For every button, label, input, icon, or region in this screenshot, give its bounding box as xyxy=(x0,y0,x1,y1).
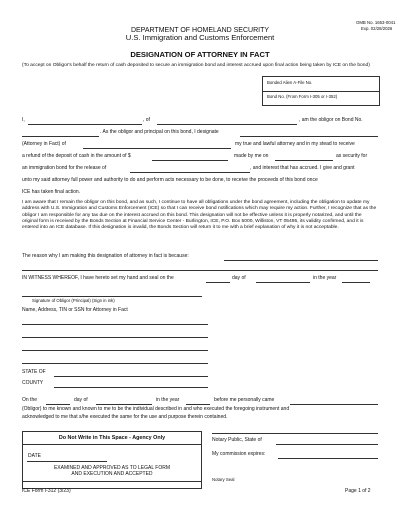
before-me-label: before me personally came xyxy=(214,397,275,403)
attorney-address-field[interactable] xyxy=(83,148,231,149)
notary-seal-label: Notary Seal xyxy=(212,477,235,482)
notary-year-label: in the year xyxy=(156,397,180,403)
witness-day-field[interactable] xyxy=(206,282,230,283)
on-the-label: On the xyxy=(22,397,38,403)
obligor-name-field[interactable] xyxy=(28,124,142,125)
examined-line-1: EXAMINED AND APPROVED AS TO LEGAL FORM xyxy=(53,465,171,471)
page-number: Page 1 of 2 xyxy=(345,488,371,494)
reason-label: The reason why I am making this designation of attorney in fact is because: xyxy=(22,253,189,259)
intro-text: (To accept on Obligor's behalf the return of cash deposited to secure an immigration bond and interest accrued upon final action being taken by ICE on the bond) xyxy=(22,63,370,68)
form-title: DESIGNATION OF ATTORNEY IN FACT xyxy=(130,50,270,59)
refund-label: a refund of the deposit of cash in the amount of $ xyxy=(22,153,131,159)
witness-year-field[interactable] xyxy=(342,282,370,283)
omb-number: OMB No. 1653-0041 xyxy=(356,20,396,25)
notary-year-field[interactable] xyxy=(186,404,210,405)
alien-file-label: Bonded Alien A-File No. xyxy=(267,80,313,85)
true-lawful-label: my true and lawful attorney and in my stead to receive xyxy=(235,141,355,147)
ids-box xyxy=(262,76,380,106)
made-by-me-label: made by me on xyxy=(234,153,269,159)
notary-month-field[interactable] xyxy=(96,404,152,405)
ids-box-divider xyxy=(263,91,379,92)
attorney-info-line-3[interactable] xyxy=(22,350,208,351)
obligor-address-field[interactable] xyxy=(157,124,297,125)
notary-day-field[interactable] xyxy=(46,404,70,405)
agency-name: U.S. Immigration and Customs Enforcement xyxy=(125,33,275,42)
agency-only-box xyxy=(22,431,202,489)
as-obligor-label: . As the obligor and principal on this bond, I designate xyxy=(100,129,219,135)
attorney-name-field[interactable] xyxy=(240,136,378,137)
attorney-info-line-4[interactable] xyxy=(22,363,208,364)
alien-name-field[interactable] xyxy=(130,172,250,173)
aif-label: (Attorney in Fact) of xyxy=(22,141,66,147)
witness-year-label: in the year xyxy=(313,275,337,281)
form-id: ICE Form I-312 (3/23) xyxy=(22,488,71,494)
expiration-date: Exp. 02/28/2026 xyxy=(361,26,393,31)
state-field[interactable] xyxy=(54,376,208,377)
agency-date-label: DATE xyxy=(28,453,41,459)
obligor-signature-field[interactable] xyxy=(22,296,202,297)
reason-field-line-1[interactable] xyxy=(224,260,378,261)
reason-field-line-2[interactable] xyxy=(22,270,378,271)
state-of-label: STATE OF xyxy=(22,369,46,375)
attorney-info-line-1[interactable] xyxy=(22,324,208,325)
ice-final-text: ICE has taken final action. xyxy=(22,189,81,195)
of-label: , of xyxy=(143,117,150,123)
as-security-label: as security for xyxy=(336,153,368,159)
witness-day-of-label: day of xyxy=(232,275,246,281)
examined-line-2: AND EXECUTION AND ACCEPTED xyxy=(71,471,153,477)
notary-public-state-label: Notary Public, State of xyxy=(212,437,262,443)
name-address-label: Name, Address, TIN or SSN for Attorney in Fact xyxy=(22,307,128,313)
department-name: DEPARTMENT OF HOMELAND SECURITY xyxy=(130,27,270,34)
bond-number-label: Bond No. (From Form I-305 or I-352) xyxy=(267,94,338,99)
county-label: COUNTY xyxy=(22,380,44,386)
attorney-info-line-2[interactable] xyxy=(22,337,208,338)
deposit-date-field[interactable] xyxy=(275,160,333,161)
commission-expires-label: My commission expires: xyxy=(212,451,266,457)
bond-for-release-label: an immigration bond for the release of xyxy=(22,165,107,171)
witness-month-field[interactable] xyxy=(256,282,310,283)
obligor-known-text: (Obligor) to me known and known to me to be the individual described in and who executed the foregoing instrument and xyxy=(22,406,290,412)
interest-accrued-label: , and interest that has accrued. I give and grant xyxy=(250,165,355,171)
county-field[interactable] xyxy=(54,387,208,388)
obligor-on-bond-label: , am the obligor on Bond No. xyxy=(299,117,363,123)
agency-box-title: Do Not Write in This Space - Agency Only xyxy=(58,435,166,441)
commission-expires-field[interactable] xyxy=(278,458,378,459)
bond-number-field[interactable] xyxy=(22,136,99,137)
notary-state-field[interactable] xyxy=(276,444,378,445)
notary-day-of-label: day of xyxy=(74,397,88,403)
agency-box-bottom-divider xyxy=(23,481,201,482)
personally-came-field[interactable] xyxy=(290,404,378,405)
agency-box-divider xyxy=(23,444,201,445)
i-label: I, xyxy=(22,117,25,123)
acknowledged-text: acknowledged to me that s/he executed the same for the use and purpose therein contained. xyxy=(22,414,228,420)
witness-text: IN WITNESS WHEREOF, I have hereto set my hand and seal on the xyxy=(22,275,174,281)
agency-date-field[interactable] xyxy=(27,461,107,462)
signature-label: Signature of Obligor (Principal) (Sign in ink) xyxy=(32,298,115,303)
full-power-text: unto my said attorney full power and authority to do and perform acts necessary to be done, to receive the proceeds of this bond once xyxy=(22,177,318,183)
obligor-awareness-paragraph: I am aware that I remain the obligor on this bond, and as such, I continue to have all obligations under the bond agreement, including the obligation to update my address with U.S. Immigration and Customs Enforcement (ICE) so that I can receive bond notifications which may require my action. Further, I recognize that as the obligor I am responsible for any tax due on the interest accrued on this bond. This designation will not be effective unless it is properly notarized, and until the original form is received by the Bonds Section at Financial Service Center - Burlington, ICE, P.O. Box 5000, Williston, VT 05495, its validity confirmed, and it is entered into an ICE database. If this designation is invalid, the Bonds Section will return it to me with a brief explanation of why it is not acceptable. xyxy=(22,200,377,231)
refund-amount-field[interactable] xyxy=(152,160,228,161)
notary-signature-field[interactable] xyxy=(212,433,378,434)
